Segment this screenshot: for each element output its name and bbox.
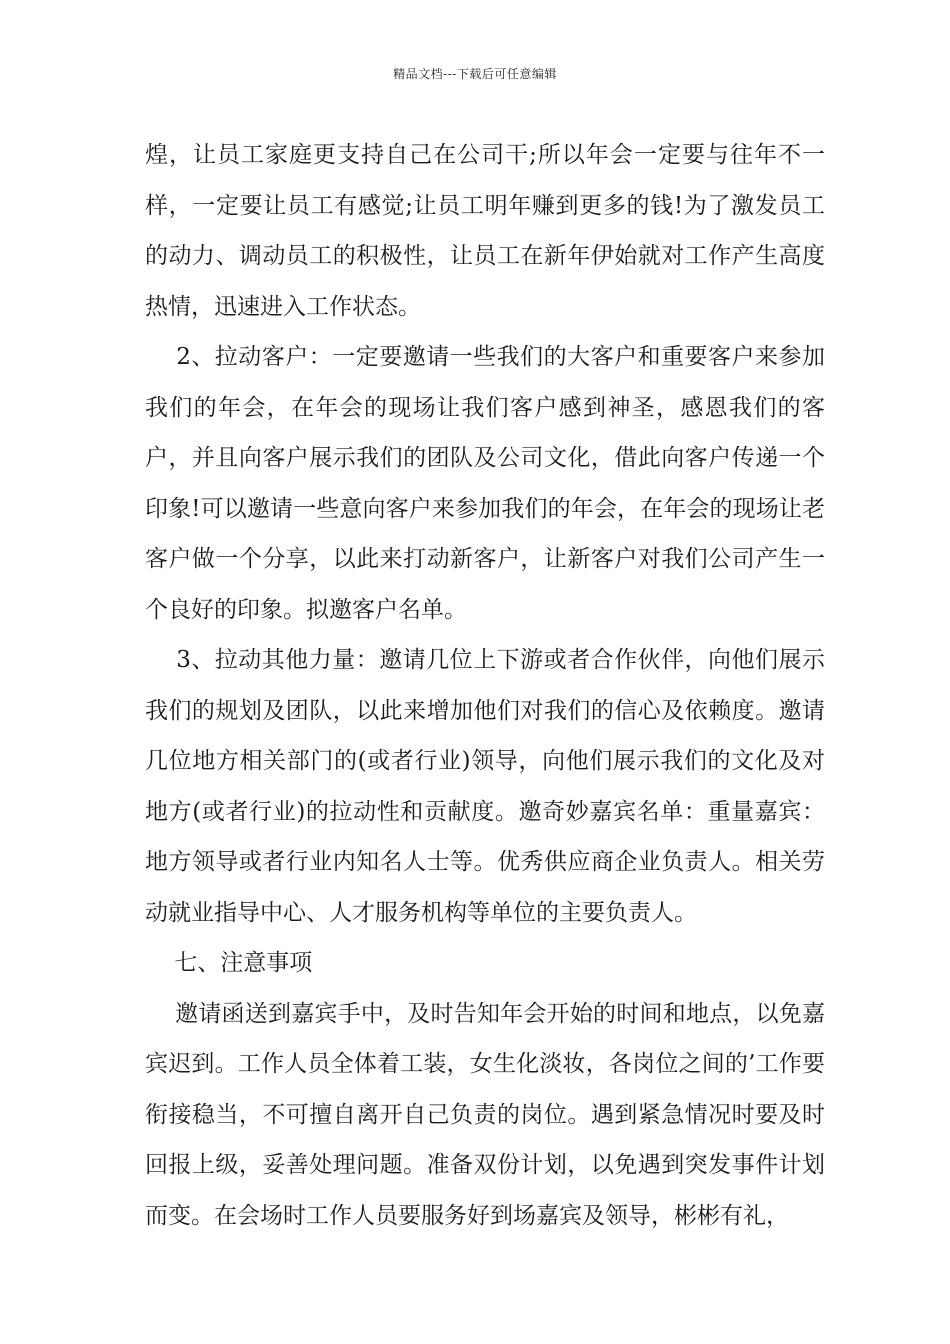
document-body bbox=[145, 130, 825, 1241]
page-header: 精品文档---下载后可任意编辑 bbox=[393, 67, 557, 81]
paragraph-employee-motivation: 煌，让员工家庭更支持自己在公司干;所以年会一定要与往年不一样，一定要让员工有感觉;让员工明年赚到更多的钱!为了激发员工的动力、调动员工的积极性，让员工在新年伊始就对工作产生高度热情，迅速进入工作状态。 bbox=[145, 142, 825, 320]
paragraph-notes: 邀请函送到嘉宾手中，及时告知年会开始的时间和地点，以免嘉宾迟到。工作人员全体着工装，女生化淡妆，各岗位之间的’工作要衔接稳当，不可擅自离开自己负责的岗位。遇到紧急情况时要及时回报上级，妥善处理问题。准备双份计划，以免遇到突发事件计划而变。在会场时工作人员要服务好到场嘉宾及领导，彬彬有礼， bbox=[145, 1000, 826, 1229]
paragraph-attract-clients: 2、拉动客户：一定要邀请一些我们的大客户和重要客户来参加我们的年会，在年会的现场让我们客户感到神圣，感恩我们的客户，并且向客户展示我们的团队及公司文化，借此向客户传递一个印象!可以邀请一些意向客户来参加我们的年会，在年会的现场让老客户做一个分享，以此来打动新客户，让新客户对我们公司产生一个良好的印象。拟邀客户名单。 bbox=[145, 344, 825, 623]
section-heading-notes: 七、注意事项 bbox=[145, 950, 313, 976]
paragraph-other-forces: 3、拉动其他力量：邀请几位上下游或者合作伙伴，向他们展示我们的规划及团队，以此来增加他们对我们的信心及依赖度。邀请几位地方相关部门的(或者行业)领导，向他们展示我们的文化及对地方(或者行业)的拉动性和贡献度。邀奇妙嘉宾名单：重量嘉宾：地方领导或者行业内知名人士等。优秀供应商企业负责人。相关劳动就业指导中心、人才服务机构等单位的主要负责人。 bbox=[145, 647, 825, 926]
